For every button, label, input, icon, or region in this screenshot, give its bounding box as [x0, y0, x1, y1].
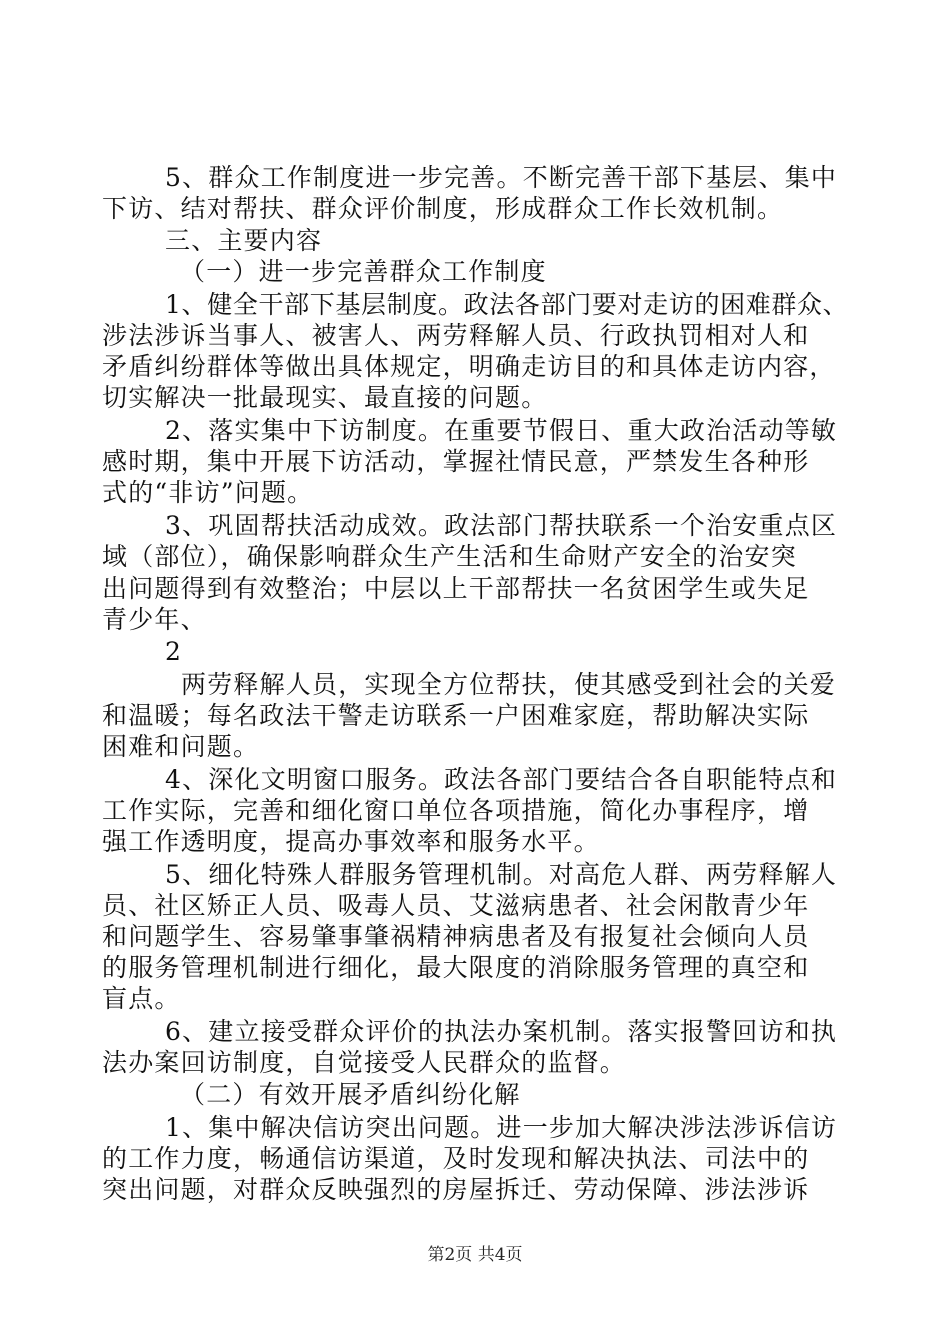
text-line: 的服务管理机制进行细化，最大限度的消除服务管理的真空和: [102, 953, 810, 982]
text-line: 1、健全干部下基层制度。政法各部门要对走访的困难群众、: [165, 290, 849, 319]
text-line: 困难和问题。: [102, 732, 260, 761]
text-line: 感时期，集中开展下访活动，掌握社情民意，严禁发生各种形: [102, 447, 810, 476]
text-line: 强工作透明度，提高办事效率和服务水平。: [102, 827, 600, 856]
text-line: 下访、结对帮扶、群众评价制度，形成群众工作长效机制。: [102, 194, 784, 223]
text-line: 突出问题，对群众反映强烈的房屋拆迁、劳动保障、涉法涉诉: [102, 1175, 810, 1204]
text-line: 和问题学生、容易肇事肇祸精神病患者及有报复社会倾向人员: [102, 922, 810, 951]
text-line: 2、落实集中下访制度。在重要节假日、重大政治活动等敏: [165, 416, 838, 445]
text-line: 矛盾纠纷群体等做出具体规定，明确走访目的和具体走访内容，: [102, 352, 836, 381]
text-line: 1、集中解决信访突出问题。进一步加大解决涉法涉诉信访: [165, 1113, 838, 1142]
text-line: 和温暖；每名政法干警走访联系一户困难家庭，帮助解决实际: [102, 701, 810, 730]
text-line: 3、巩固帮扶活动成效。政法部门帮扶联系一个治安重点区: [165, 511, 838, 540]
text-line: 两劳释解人员，实现全方位帮扶，使其感受到社会的关爱: [181, 670, 837, 699]
text-line: 青少年、: [102, 605, 207, 634]
page-footer: 第2页 共4页: [427, 1245, 523, 1265]
text-line: 4、深化文明窗口服务。政法各部门要结合各自职能特点和: [165, 765, 838, 794]
text-line: 5、群众工作制度进一步完善。不断完善干部下基层、集中: [165, 163, 838, 192]
text-line: 2: [165, 637, 183, 666]
text-line: 工作实际，完善和细化窗口单位各项措施，简化办事程序，增: [102, 796, 810, 825]
text-line: 域（部位），确保影响群众生产生活和生命财产安全的治安突: [102, 542, 797, 571]
text-line: 盲点。: [102, 984, 181, 1013]
text-line: 法办案回访制度，自觉接受人民群众的监督。: [102, 1048, 627, 1077]
text-line: 的工作力度，畅通信访渠道，及时发现和解决执法、司法中的: [102, 1144, 810, 1173]
text-line: 涉法涉诉当事人、被害人、两劳释解人员、行政执罚相对人和: [102, 321, 810, 350]
text-line: 5、细化特殊人群服务管理机制。对高危人群、两劳释解人: [165, 860, 838, 889]
text-line: 员、社区矫正人员、吸毒人员、艾滋病患者、社会闲散青少年: [102, 891, 810, 920]
text-line: 三、主要内容: [165, 226, 323, 255]
text-line: 切实解决一批最现实、最直接的问题。: [102, 383, 548, 412]
text-line: 出问题得到有效整治；中层以上干部帮扶一名贫困学生或失足: [102, 574, 810, 603]
text-line: 式的“非访”问题。: [102, 478, 314, 507]
text-line: （二）有效开展矛盾纠纷化解: [180, 1080, 521, 1109]
text-line: （一）进一步完善群众工作制度: [180, 257, 547, 286]
text-line: 6、建立接受群众评价的执法办案机制。落实报警回访和执: [165, 1017, 838, 1046]
